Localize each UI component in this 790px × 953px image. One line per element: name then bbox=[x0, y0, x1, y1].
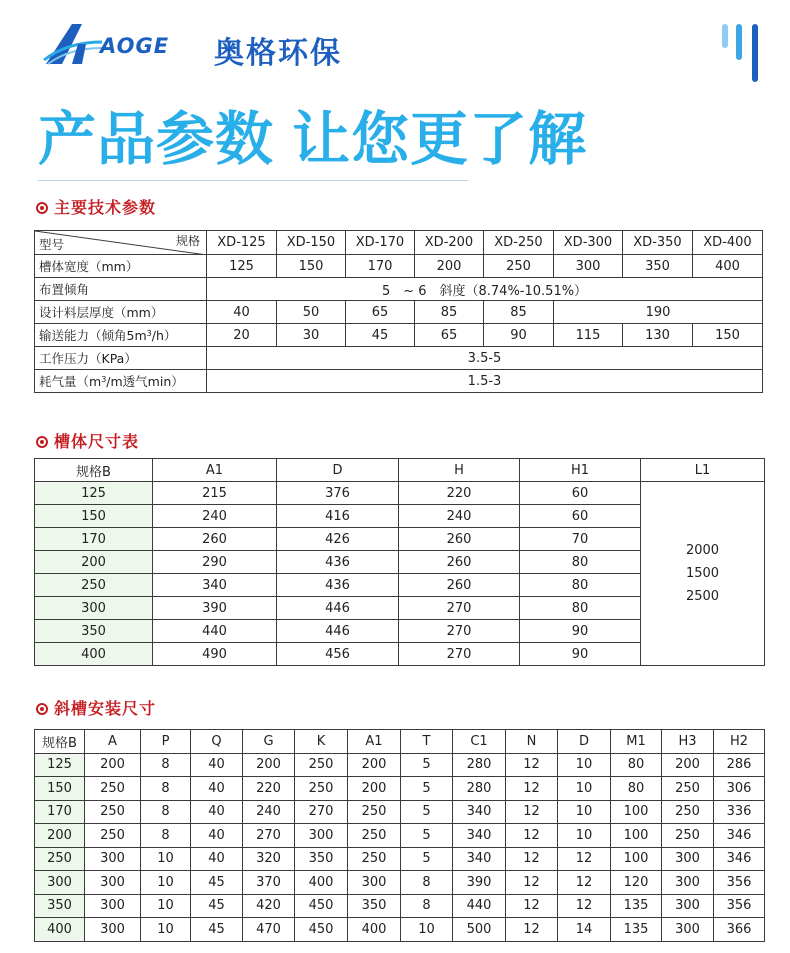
table-cell: 40 bbox=[191, 824, 243, 848]
section-title-text: 斜槽安装尺寸 bbox=[54, 699, 157, 718]
table-cell: 400 bbox=[348, 918, 401, 942]
table-cell: 90 bbox=[520, 643, 641, 666]
table-cell: 40 bbox=[207, 301, 277, 324]
table-cell: 40 bbox=[191, 777, 243, 801]
row-header-cell: 350 bbox=[35, 620, 153, 643]
table-cell: 135 bbox=[611, 918, 662, 942]
table-row bbox=[35, 324, 763, 347]
row-header-cell: 125 bbox=[35, 753, 85, 777]
table-cell: 8 bbox=[141, 800, 191, 824]
table-cell: 5 bbox=[401, 753, 453, 777]
table-cell: 250 bbox=[295, 777, 348, 801]
table-row bbox=[35, 800, 765, 824]
brand-logo bbox=[42, 20, 372, 72]
table-cell: 30 bbox=[277, 324, 346, 347]
row-header-cell: 250 bbox=[35, 574, 153, 597]
table-cell: 300 bbox=[554, 255, 623, 278]
table-cell: 340 bbox=[153, 574, 277, 597]
table-cell: 450 bbox=[295, 918, 348, 942]
row-label-capacity bbox=[35, 324, 207, 347]
table-row bbox=[35, 347, 763, 370]
table-cell: 80 bbox=[611, 777, 662, 801]
table-cell: 240 bbox=[399, 505, 520, 528]
table-cell: 10 bbox=[558, 800, 611, 824]
table-cell: 350 bbox=[623, 255, 693, 278]
table-cell: 220 bbox=[399, 482, 520, 505]
row-label-air bbox=[35, 370, 207, 393]
row-header-cell: 300 bbox=[35, 871, 85, 895]
column-header: L1 bbox=[641, 459, 765, 482]
table-cell: 260 bbox=[399, 528, 520, 551]
table-cell: 356 bbox=[714, 871, 765, 895]
aoge-logo-icon bbox=[42, 20, 104, 68]
l1-value: 2500 bbox=[685, 589, 720, 604]
row-header-cell: 170 bbox=[35, 800, 85, 824]
table-cell: 12 bbox=[558, 871, 611, 895]
table-cell: 300 bbox=[85, 847, 141, 871]
table-cell: 300 bbox=[662, 894, 714, 918]
column-header: A1 bbox=[348, 730, 401, 754]
table-cell: 200 bbox=[662, 753, 714, 777]
tech-params-table bbox=[34, 230, 763, 393]
table-cell: 336 bbox=[714, 800, 765, 824]
table-row bbox=[35, 370, 763, 393]
table-cell: 200 bbox=[243, 753, 295, 777]
table-cell: 300 bbox=[662, 918, 714, 942]
section-title-install bbox=[36, 696, 156, 719]
table-cell: 250 bbox=[662, 777, 714, 801]
label-text: 耗气量（m bbox=[39, 374, 102, 389]
model-header: XD-170 bbox=[346, 231, 415, 255]
column-header: G bbox=[243, 730, 295, 754]
table-cell: 80 bbox=[520, 597, 641, 620]
model-header: XD-125 bbox=[207, 231, 277, 255]
table-cell: 240 bbox=[153, 505, 277, 528]
model-header: XD-250 bbox=[484, 231, 554, 255]
table-cell: 90 bbox=[520, 620, 641, 643]
circle-bullet-icon bbox=[36, 202, 48, 214]
table-row bbox=[35, 918, 765, 942]
table-cell: 300 bbox=[85, 871, 141, 895]
table-row bbox=[35, 777, 765, 801]
table-cell: 250 bbox=[85, 824, 141, 848]
table-cell: 60 bbox=[520, 505, 641, 528]
column-header: 规格B bbox=[35, 730, 85, 754]
table-cell: 90 bbox=[484, 324, 554, 347]
column-header: H3 bbox=[662, 730, 714, 754]
table-cell: 5 bbox=[401, 824, 453, 848]
table-cell: 346 bbox=[714, 824, 765, 848]
label-text: /m透气min） bbox=[106, 374, 184, 389]
table-cell: 5 bbox=[401, 800, 453, 824]
table-cell: 8 bbox=[141, 824, 191, 848]
column-header: H1 bbox=[520, 459, 641, 482]
body-size-table bbox=[34, 458, 765, 666]
table-cell: 10 bbox=[141, 894, 191, 918]
table-row bbox=[35, 871, 765, 895]
model-header: XD-400 bbox=[693, 231, 763, 255]
pressure-value: 3.5-5 bbox=[207, 347, 763, 370]
table-cell: 350 bbox=[348, 894, 401, 918]
brand-chinese: 奥格环保 bbox=[214, 36, 342, 71]
table-cell: 150 bbox=[277, 255, 346, 278]
table-cell: 250 bbox=[85, 777, 141, 801]
table-cell: 8 bbox=[141, 753, 191, 777]
table-cell: 390 bbox=[153, 597, 277, 620]
table-cell: 10 bbox=[558, 753, 611, 777]
table-cell: 125 bbox=[207, 255, 277, 278]
table-cell: 20 bbox=[207, 324, 277, 347]
table-cell: 40 bbox=[191, 753, 243, 777]
table-row bbox=[35, 255, 763, 278]
table-cell: 12 bbox=[506, 777, 558, 801]
row-header-cell: 400 bbox=[35, 918, 85, 942]
table-cell: 40 bbox=[191, 800, 243, 824]
table-cell: 240 bbox=[243, 800, 295, 824]
corner-label-spec: 规格 bbox=[175, 234, 200, 248]
table-cell: 8 bbox=[401, 894, 453, 918]
install-size-table bbox=[34, 729, 765, 942]
table-cell: 170 bbox=[346, 255, 415, 278]
table-cell: 14 bbox=[558, 918, 611, 942]
table-cell: 200 bbox=[348, 777, 401, 801]
table-header-row bbox=[35, 459, 765, 482]
table-cell: 340 bbox=[453, 847, 506, 871]
table-cell: 270 bbox=[295, 800, 348, 824]
table-cell: 440 bbox=[153, 620, 277, 643]
row-header-cell: 125 bbox=[35, 482, 153, 505]
row-label-incline: 布置倾角 bbox=[35, 278, 207, 301]
table-cell: 10 bbox=[141, 918, 191, 942]
l1-value: 1500 bbox=[685, 566, 720, 581]
headline-part2: 让您更了解 bbox=[292, 105, 588, 173]
table-cell: 366 bbox=[714, 918, 765, 942]
table-cell: 12 bbox=[506, 894, 558, 918]
table-cell: 12 bbox=[506, 847, 558, 871]
label-superscript: 3 bbox=[101, 375, 107, 384]
table-cell: 200 bbox=[85, 753, 141, 777]
table-cell: 8 bbox=[141, 777, 191, 801]
row-header-cell: 170 bbox=[35, 528, 153, 551]
table-cell: 426 bbox=[277, 528, 399, 551]
row-header-cell: 150 bbox=[35, 505, 153, 528]
table-cell: 356 bbox=[714, 894, 765, 918]
table-cell: 436 bbox=[277, 574, 399, 597]
table-cell: 250 bbox=[662, 800, 714, 824]
table-cell: 270 bbox=[399, 643, 520, 666]
row-header-cell: 200 bbox=[35, 824, 85, 848]
table-cell: 45 bbox=[191, 918, 243, 942]
table-cell: 400 bbox=[693, 255, 763, 278]
table-cell: 115 bbox=[554, 324, 623, 347]
table-row bbox=[35, 847, 765, 871]
table-cell: 250 bbox=[662, 824, 714, 848]
table-cell: 150 bbox=[693, 324, 763, 347]
table-cell: 376 bbox=[277, 482, 399, 505]
table-cell: 286 bbox=[714, 753, 765, 777]
column-header: H bbox=[399, 459, 520, 482]
table-cell: 80 bbox=[520, 574, 641, 597]
table-cell: 260 bbox=[399, 551, 520, 574]
table-cell: 12 bbox=[506, 871, 558, 895]
table-cell: 215 bbox=[153, 482, 277, 505]
table-cell: 8 bbox=[401, 871, 453, 895]
table-cell: 60 bbox=[520, 482, 641, 505]
column-header: D bbox=[277, 459, 399, 482]
column-header: M1 bbox=[611, 730, 662, 754]
row-header-cell: 300 bbox=[35, 597, 153, 620]
table-row bbox=[35, 278, 763, 301]
table-cell: 12 bbox=[558, 894, 611, 918]
table-cell: 250 bbox=[348, 824, 401, 848]
table-cell: 10 bbox=[141, 847, 191, 871]
table-cell: 5 bbox=[401, 777, 453, 801]
table-cell: 250 bbox=[348, 847, 401, 871]
table-cell: 12 bbox=[506, 800, 558, 824]
table-cell: 70 bbox=[520, 528, 641, 551]
table-cell: 120 bbox=[611, 871, 662, 895]
table-cell: 416 bbox=[277, 505, 399, 528]
table-cell: 40 bbox=[191, 847, 243, 871]
table-cell: 250 bbox=[295, 753, 348, 777]
table-cell: 340 bbox=[453, 824, 506, 848]
table-cell: 80 bbox=[611, 753, 662, 777]
table-cell: 400 bbox=[295, 871, 348, 895]
table-cell: 65 bbox=[346, 301, 415, 324]
table-row bbox=[35, 753, 765, 777]
row-header-cell: 250 bbox=[35, 847, 85, 871]
table-cell: 85 bbox=[415, 301, 484, 324]
table-cell: 45 bbox=[346, 324, 415, 347]
row-header-cell: 200 bbox=[35, 551, 153, 574]
table-cell: 420 bbox=[243, 894, 295, 918]
table-cell: 45 bbox=[191, 871, 243, 895]
table-row bbox=[35, 824, 765, 848]
table-cell: 280 bbox=[453, 777, 506, 801]
table-cell: 100 bbox=[611, 800, 662, 824]
table-cell: 306 bbox=[714, 777, 765, 801]
table-cell: 65 bbox=[415, 324, 484, 347]
label-text: 输送能力（倾角5m bbox=[39, 328, 147, 343]
table-cell: 10 bbox=[558, 824, 611, 848]
table-cell: 10 bbox=[401, 918, 453, 942]
model-header: XD-350 bbox=[623, 231, 693, 255]
section-title-body-size bbox=[36, 429, 139, 452]
table-cell: 446 bbox=[277, 597, 399, 620]
section-title-text: 槽体尺寸表 bbox=[54, 432, 140, 451]
air-value: 1.5-3 bbox=[207, 370, 763, 393]
table-cell: 270 bbox=[399, 620, 520, 643]
column-header: Q bbox=[191, 730, 243, 754]
table-cell: 270 bbox=[399, 597, 520, 620]
table-cell: 350 bbox=[295, 847, 348, 871]
table-cell: 12 bbox=[506, 753, 558, 777]
table-cell: 10 bbox=[141, 871, 191, 895]
model-header: XD-200 bbox=[415, 231, 484, 255]
row-header-cell: 350 bbox=[35, 894, 85, 918]
table-cell: 390 bbox=[453, 871, 506, 895]
column-header: D bbox=[558, 730, 611, 754]
column-header: H2 bbox=[714, 730, 765, 754]
table-cell: 10 bbox=[558, 777, 611, 801]
model-header: XD-150 bbox=[277, 231, 346, 255]
table-header-row bbox=[35, 730, 765, 754]
table-cell: 5 bbox=[401, 847, 453, 871]
brand-latin: AOGE bbox=[100, 34, 170, 58]
table-cell: 270 bbox=[243, 824, 295, 848]
table-cell: 250 bbox=[484, 255, 554, 278]
circle-bullet-icon bbox=[36, 436, 48, 448]
page-title bbox=[38, 92, 587, 176]
table-cell: 300 bbox=[85, 918, 141, 942]
table-cell: 490 bbox=[153, 643, 277, 666]
table-cell: 200 bbox=[348, 753, 401, 777]
table-cell: 250 bbox=[348, 800, 401, 824]
table-cell: 50 bbox=[277, 301, 346, 324]
table-cell: 340 bbox=[453, 800, 506, 824]
table-cell: 320 bbox=[243, 847, 295, 871]
column-header: T bbox=[401, 730, 453, 754]
label-text: /h） bbox=[151, 328, 177, 343]
table-cell: 130 bbox=[623, 324, 693, 347]
table-cell: 470 bbox=[243, 918, 295, 942]
incline-value: 5 ~ 6 斜度（8.74%-10.51%） bbox=[207, 278, 763, 301]
table-cell: 280 bbox=[453, 753, 506, 777]
l1-value: 2000 bbox=[685, 543, 720, 558]
column-header: 规格B bbox=[35, 459, 153, 482]
section-title-tech bbox=[36, 195, 156, 218]
table-cell: 370 bbox=[243, 871, 295, 895]
table-cell: 300 bbox=[662, 871, 714, 895]
table-cell: 450 bbox=[295, 894, 348, 918]
table-cell: 446 bbox=[277, 620, 399, 643]
column-header: C1 bbox=[453, 730, 506, 754]
table-cell: 80 bbox=[520, 551, 641, 574]
table-cell: 260 bbox=[153, 528, 277, 551]
column-header: A1 bbox=[153, 459, 277, 482]
table-header-row bbox=[35, 231, 763, 255]
column-header: K bbox=[295, 730, 348, 754]
table-row bbox=[35, 301, 763, 324]
label-superscript: 3 bbox=[146, 329, 152, 338]
table-cell: 290 bbox=[153, 551, 277, 574]
row-label-layer: 设计料层厚度（mm） bbox=[35, 301, 207, 324]
table-cell: 135 bbox=[611, 894, 662, 918]
table-cell: 436 bbox=[277, 551, 399, 574]
layer-merged-cell: 190 bbox=[554, 301, 763, 324]
table-row bbox=[35, 482, 765, 505]
table-cell: 100 bbox=[611, 824, 662, 848]
table-cell: 300 bbox=[348, 871, 401, 895]
table-cell: 12 bbox=[506, 824, 558, 848]
table-cell: 100 bbox=[611, 847, 662, 871]
table-cell: 12 bbox=[506, 918, 558, 942]
corner-label-model: 型号 bbox=[39, 237, 65, 252]
table-cell: 500 bbox=[453, 918, 506, 942]
diagonal-header-cell bbox=[35, 231, 207, 255]
circle-bullet-icon bbox=[36, 703, 48, 715]
column-header: A bbox=[85, 730, 141, 754]
column-header: P bbox=[141, 730, 191, 754]
table-cell: 346 bbox=[714, 847, 765, 871]
row-header-cell: 150 bbox=[35, 777, 85, 801]
table-cell: 12 bbox=[558, 847, 611, 871]
section-title-text: 主要技术参数 bbox=[54, 198, 157, 217]
l1-merged-cell bbox=[641, 482, 765, 666]
table-cell: 300 bbox=[662, 847, 714, 871]
table-row bbox=[35, 894, 765, 918]
table-cell: 220 bbox=[243, 777, 295, 801]
headline-part1: 产品参数 bbox=[38, 105, 275, 173]
table-cell: 300 bbox=[85, 894, 141, 918]
decorative-bars bbox=[722, 24, 768, 82]
model-header: XD-300 bbox=[554, 231, 623, 255]
table-cell: 85 bbox=[484, 301, 554, 324]
column-header: N bbox=[506, 730, 558, 754]
table-cell: 200 bbox=[415, 255, 484, 278]
table-cell: 45 bbox=[191, 894, 243, 918]
row-label-pressure: 工作压力（KPa） bbox=[35, 347, 207, 370]
table-cell: 440 bbox=[453, 894, 506, 918]
table-cell: 300 bbox=[295, 824, 348, 848]
table-cell: 260 bbox=[399, 574, 520, 597]
row-header-cell: 400 bbox=[35, 643, 153, 666]
headline-divider bbox=[38, 180, 468, 181]
row-label-width: 槽体宽度（mm） bbox=[35, 255, 207, 278]
table-cell: 250 bbox=[85, 800, 141, 824]
table-cell: 456 bbox=[277, 643, 399, 666]
